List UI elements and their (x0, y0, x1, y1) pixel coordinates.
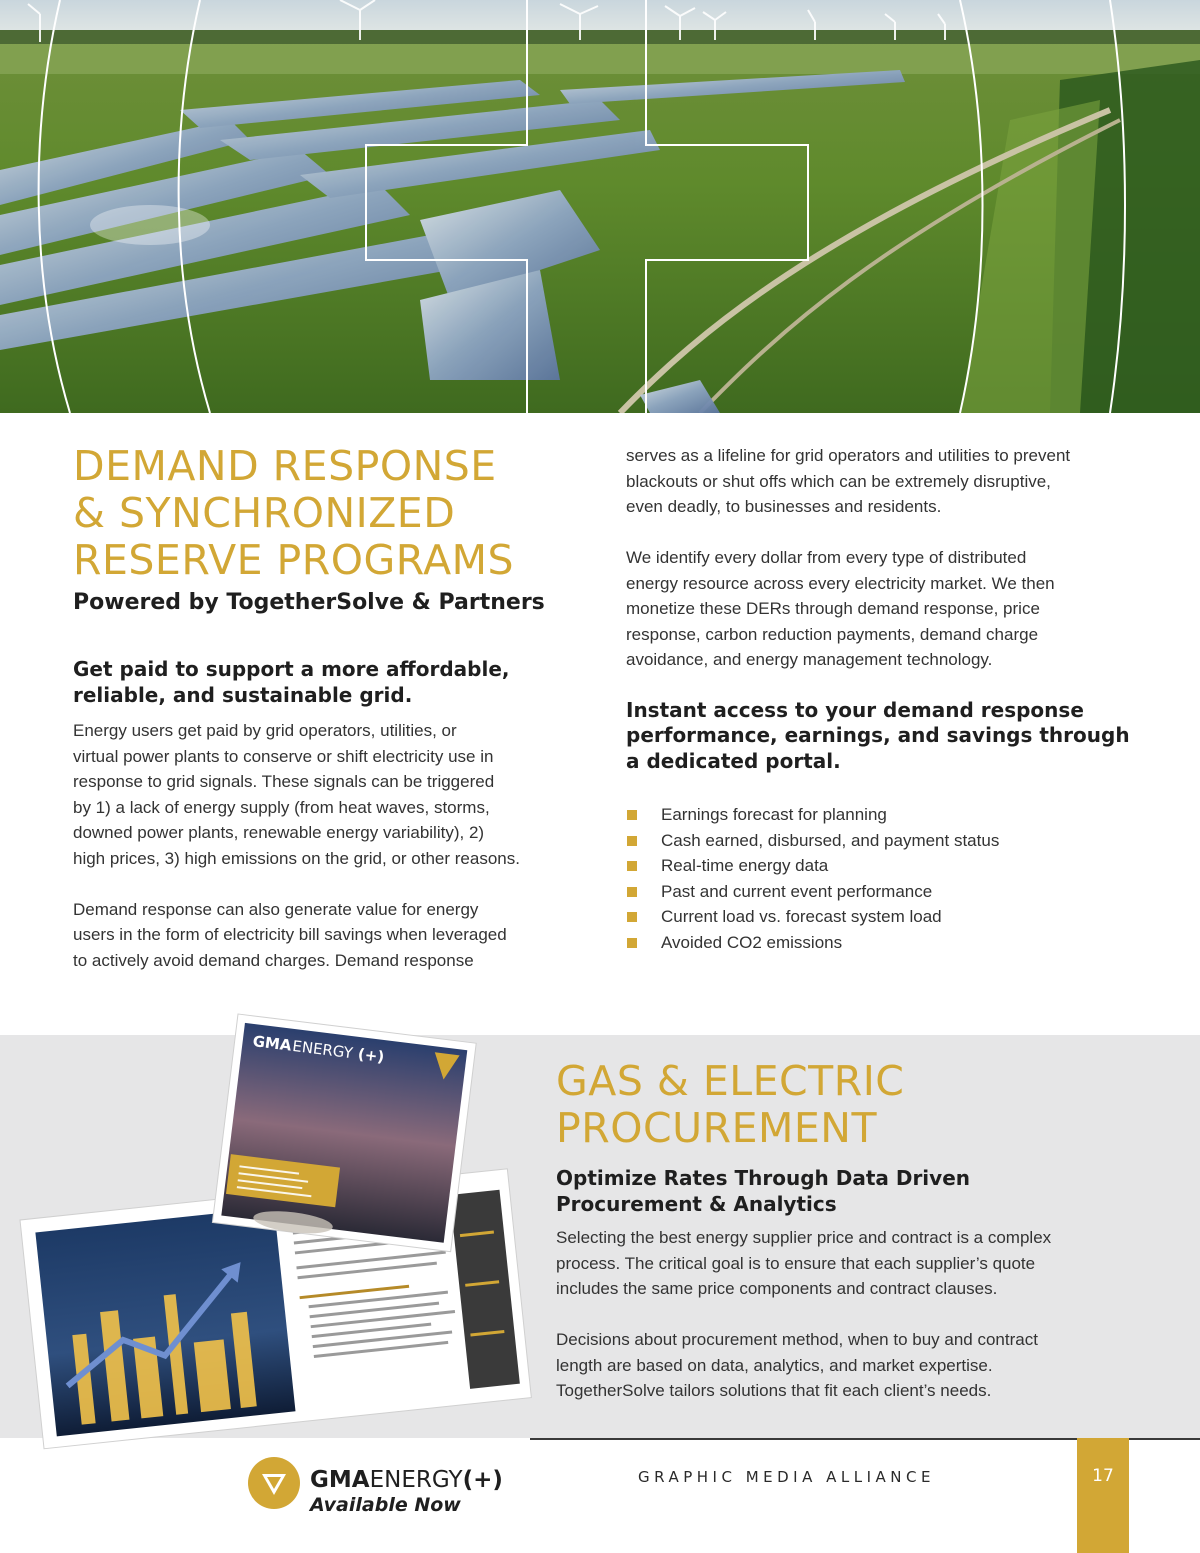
title-line: DEMAND RESPONSE (73, 442, 497, 490)
logo-bold: GMA (310, 1467, 370, 1493)
available-now-label: Available Now (310, 1494, 461, 1516)
text-line: energy resource across every electricity market. We then (626, 573, 1055, 593)
list-item-label: Current load vs. forecast system load (661, 907, 942, 926)
bullet-square-icon (627, 887, 637, 897)
portal-heading (626, 698, 1166, 775)
demand-response-title (73, 443, 603, 584)
text-line: includes the same price components and contract clauses. (556, 1279, 998, 1298)
paragraph (626, 443, 1166, 520)
brochure-brand-light: ENERGY (291, 1036, 354, 1063)
demand-response-column (73, 443, 603, 973)
list-item (626, 930, 1166, 956)
list-item-label: Past and current event performance (661, 881, 933, 901)
page-number-tab (1077, 1438, 1129, 1553)
title-line: RESERVE PROGRAMS (73, 536, 515, 584)
text-line: even deadly, to businesses and residents. (626, 497, 942, 516)
text-line: downed power plants, renewable energy variability), 2) (73, 823, 485, 842)
text-line: serves as a lifeline for grid operators and utilities to prevent (626, 446, 1071, 465)
heading-line: Get paid to support a more affordable, (73, 657, 510, 681)
title-line: PROCUREMENT (556, 1104, 878, 1152)
triangle-icon (248, 1457, 300, 1509)
brochure-illustration (0, 1000, 540, 1470)
portal-feature-list (626, 802, 1166, 955)
paragraph (556, 1327, 1156, 1404)
heading-line: reliable, and sustainable grid. (73, 682, 413, 707)
text-line: Selecting the best energy supplier price and contract is a complex (556, 1228, 1052, 1247)
section-heading (73, 657, 603, 708)
publisher-name: GRAPHIC MEDIA ALLIANCE (638, 1468, 935, 1486)
bullet-square-icon (627, 861, 637, 871)
text-line: length are based on data, analytics, and market expertise. (556, 1355, 993, 1375)
bullet-square-icon (627, 938, 637, 948)
procurement-heading (556, 1166, 1156, 1217)
paragraph (556, 1225, 1156, 1302)
list-item (626, 879, 1166, 905)
text-line: blackouts or shut offs which can be extremely disruptive, (626, 471, 1051, 491)
brochure-brand-bold: GMA (251, 1032, 293, 1055)
text-line: high prices, 3) high emissions on the grid, or other reasons. (73, 848, 520, 868)
bullet-square-icon (627, 810, 637, 820)
heading-line: a dedicated portal. (626, 748, 841, 773)
subtitle: Powered by TogetherSolve & Partners (73, 590, 545, 615)
bullet-square-icon (627, 912, 637, 922)
text-line: virtual power plants to conserve or shift electricity use in (73, 746, 494, 766)
heading-line: Instant access to your demand response (626, 697, 1084, 722)
paragraph (73, 897, 603, 974)
list-item-label: Avoided CO2 emissions (661, 932, 843, 952)
text-line: Energy users get paid by grid operators, utilities, or (73, 721, 457, 740)
list-item-label: Earnings forecast for planning (661, 805, 887, 824)
logo-wordmark (310, 1467, 503, 1493)
logo-light: ENERGY (369, 1467, 463, 1493)
logo-plus: (+) (462, 1467, 503, 1493)
list-item (626, 853, 1166, 879)
logo-circle-icon (248, 1457, 300, 1509)
text-line: by 1) a lack of energy supply (from heat waves, storms, (73, 797, 490, 817)
heading-line: Procurement & Analytics (556, 1191, 837, 1216)
text-line: We identify every dollar from every type of distributed (626, 548, 1027, 567)
list-item-label: Real-time energy data (661, 856, 829, 875)
text-line: TogetherSolve tailors solutions that fit each client’s needs. (556, 1381, 992, 1400)
list-item-label: Cash earned, disbursed, and payment status (661, 830, 1000, 850)
list-item (626, 802, 1166, 828)
gma-energy-logo (248, 1457, 538, 1517)
text-line: Decisions about procurement method, when to buy and contract (556, 1330, 1038, 1349)
text-line: avoidance, and energy management technology. (626, 650, 993, 669)
brochure-mockup (0, 1000, 540, 1470)
title-line: & SYNCHRONIZED (73, 489, 456, 537)
heading-line: performance, earnings, and savings through (626, 723, 1130, 747)
paragraph (73, 718, 603, 871)
gas-electric-column (556, 1058, 1156, 1404)
text-line: to actively avoid demand charges. Demand response (73, 950, 474, 970)
text-line: monetize these DERs through demand response, price (626, 599, 1040, 618)
list-item (626, 828, 1166, 854)
text-line: response, carbon reduction payments, demand charge (626, 624, 1039, 644)
solar-farm-illustration (0, 0, 1200, 413)
text-line: Demand response can also generate value for energy (73, 899, 479, 919)
demand-response-column-right (626, 443, 1166, 955)
bullet-square-icon (627, 836, 637, 846)
paragraph (626, 545, 1166, 673)
list-item (626, 904, 1166, 930)
text-line: response to grid signals. These signals can be triggered (73, 772, 495, 791)
text-line: process. The critical goal is to ensure that each supplier’s quote (556, 1253, 1036, 1273)
text-line: users in the form of electricity bill savings when leveraged (73, 925, 507, 944)
hero-image (0, 0, 1200, 413)
page-number: 17 (1092, 1466, 1114, 1486)
gas-electric-title (556, 1058, 1156, 1152)
brochure-brand-plus: (+) (356, 1044, 386, 1067)
title-line: GAS & ELECTRIC (556, 1057, 905, 1105)
heading-line: Optimize Rates Through Data Driven (556, 1166, 971, 1190)
